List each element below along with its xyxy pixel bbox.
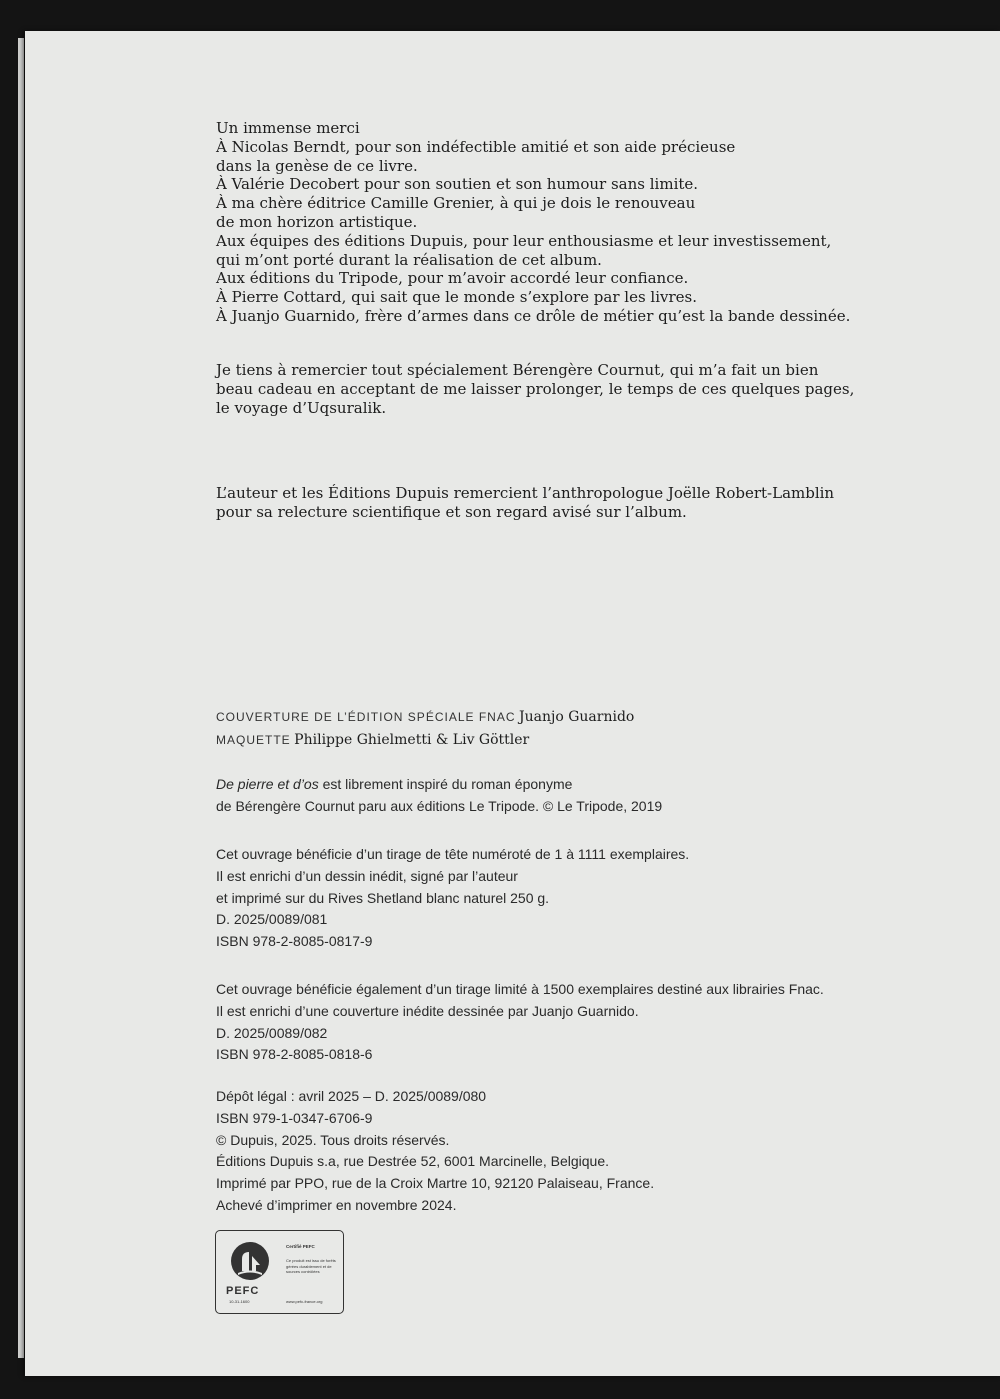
text-line: Il est enrichi d’une couverture inédite dessinée par Juanjo Guarnido. <box>216 1002 639 1019</box>
text-line: beau cadeau en acceptant de me laisser prolonger, le temps de ces quelques pages, <box>216 379 855 398</box>
text-line: de mon horizon artistique. <box>216 212 418 231</box>
text-line <box>216 774 662 796</box>
text-line: À Juanjo Guarnido, frère d’armes dans ce drôle de métier qu’est la bande dessinée. <box>216 306 851 325</box>
text-line: À Nicolas Berndt, pour son indéfectible amitié et son aide précieuse <box>216 137 736 156</box>
credits-block <box>216 706 634 752</box>
text-line: Aux éditions du Tripode, pour m’avoir accordé leur confiance. <box>216 269 689 288</box>
cover-credit-name: Juanjo Guarnido <box>519 709 635 725</box>
book-title: De pierre et d’os <box>216 776 319 792</box>
text-line: Achevé d’imprimer en novembre 2024. <box>216 1196 457 1213</box>
text-line: Cet ouvrage bénéficie également d’un tirage limité à 1500 exemplaires destiné aux librairies Fnac. <box>216 981 824 997</box>
text-line: Je tiens à remercier tout spécialement Bérengère Cournut, qui m’a fait un bien <box>216 361 819 379</box>
cover-credit <box>216 706 634 729</box>
text-line: Cet ouvrage bénéficie d’un tirage de tête numéroté de 1 à 1111 exemplaires. <box>216 846 690 862</box>
text-line: Éditions Dupuis s.a, rue Destrée 52, 6001 Marcinelle, Belgique. <box>216 1153 609 1170</box>
pefc-label: PEFC <box>226 1285 260 1297</box>
layout-credit <box>216 729 634 752</box>
text-line: D. 2025/0089/082 <box>216 1024 328 1041</box>
text-line: L’auteur et les Éditions Dupuis remercient l’anthropologue Joëlle Robert-Lamblin <box>216 484 835 502</box>
pefc-certification-badge <box>215 1230 344 1314</box>
text-line: pour sa relecture scientifique et son regard avisé sur l’album. <box>216 502 687 521</box>
numbered-edition-block <box>216 844 689 953</box>
page-edge <box>18 38 24 1358</box>
layout-credit-label: MAQUETTE <box>216 733 291 747</box>
text-line: Aux équipes des éditions Dupuis, pour leur enthousiasme et leur investissement, <box>216 231 832 250</box>
text-line: ISBN 978-2-8085-0818-6 <box>216 1046 373 1063</box>
pefc-code: 10-31-1600 <box>229 1299 250 1304</box>
fnac-edition-block <box>216 979 824 1066</box>
text-line: de Bérengère Cournut paru aux éditions Le Tripode. © Le Tripode, 2019 <box>216 797 663 814</box>
text-line: Un immense merci <box>216 119 360 137</box>
acknowledgements-block <box>216 119 850 326</box>
pefc-certified: Certifié PEFC <box>286 1244 315 1249</box>
special-thanks-block <box>216 361 854 417</box>
text-line: Il est enrichi d’un dessin inédit, signé par l’auteur <box>216 867 518 884</box>
pefc-website: www.pefc-france.org <box>286 1299 323 1304</box>
layout-credit-name: Philippe Ghielmetti & Liv Göttler <box>294 732 530 748</box>
text-line: D. 2025/0089/081 <box>216 911 328 928</box>
inspiration-block <box>216 774 662 818</box>
pefc-description: Ce produit est issu de forêts gérées durablement et de sources contrôlées <box>286 1258 336 1274</box>
cover-credit-label: COUVERTURE DE L’ÉDITION SPÉCIALE FNAC <box>216 710 516 724</box>
text-line: qui m’ont porté durant la réalisation de cet album. <box>216 250 602 269</box>
text-line: ISBN 979-1-0347-6706-9 <box>216 1109 373 1126</box>
text-line: © Dupuis, 2025. Tous droits réservés. <box>216 1131 450 1148</box>
text-line: dans la genèse de ce livre. <box>216 156 418 175</box>
text-line: le voyage d’Uqsuralik. <box>216 398 387 417</box>
text-line: et imprimé sur du Rives Shetland blanc naturel 250 g. <box>216 889 550 906</box>
legal-block <box>216 1086 654 1217</box>
publisher-thanks-block <box>216 484 834 522</box>
pefc-tree-icon <box>224 1239 276 1291</box>
text-line: À Pierre Cottard, qui sait que le monde s’explore par les livres. <box>216 288 697 307</box>
text-line: À Valérie Decobert pour son soutien et son humour sans limite. <box>216 175 699 194</box>
text-line: ISBN 978-2-8085-0817-9 <box>216 933 373 950</box>
text-line: Dépôt légal : avril 2025 – D. 2025/0089/080 <box>216 1088 487 1104</box>
text-line: À ma chère éditrice Camille Grenier, à qui je dois le renouveau <box>216 194 696 213</box>
inspiration-text: est librement inspiré du roman éponyme <box>318 776 573 792</box>
text-line: Imprimé par PPO, rue de la Croix Martre 10, 92120 Palaiseau, France. <box>216 1175 655 1192</box>
